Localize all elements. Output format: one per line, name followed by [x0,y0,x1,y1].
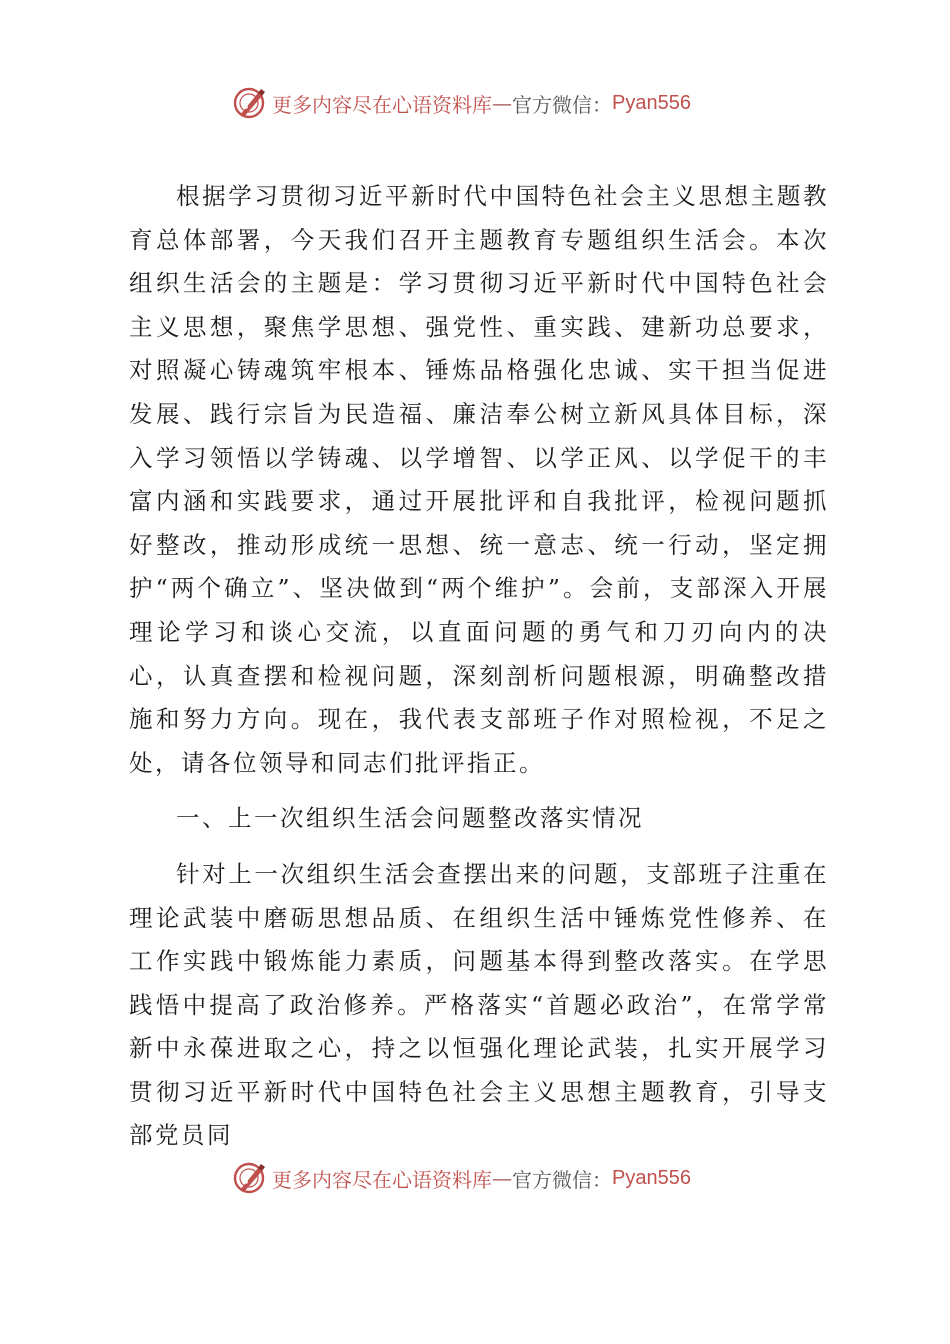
watermark-label: 官方微信： [512,1167,612,1192]
watermark-separator: — [492,91,512,115]
body-paragraph-2: 针对上一次组织生活会查摆出来的问题，支部班子注重在理论武装中磨砺思想品质、在组织生活中锤炼党性修养、在工作实践中锻炼能力素质，问题基本得到整改落实。在学思践悟中提高了政治修养。严格落实“首题必政治”，在常学常新中永葆进取之心，持之以恒强化理论武装，扎实开展学习贯彻习近平新时代中国特色社会主义思想主题教育，引导支部党员同 [129,859,829,1150]
watermark-wechat-id: Pyan556 [612,91,691,114]
body-paragraph-1: 根据学习贯彻习近平新时代中国特色社会主义思想主题教育总体部署，今天我们召开主题教育专题组织生活会。本次组织生活会的主题是：学习贯彻习近平新时代中国特色社会主义思想，聚焦学思想、强党性、重实践、建新功总要求，对照凝心铸魂筑牢根本、锤炼品格强化忠诚、实干担当促进发展、践行宗旨为民造福、廉洁奉公树立新风具体目标，深入学习领悟以学铸魂、以学增智、以学正风、以学促干的丰富内涵和实践要求，通过开展批评和自我批评，检视问题抓好整改，推动形成统一思想、统一意志、统一行动，坚定拥护“两个确立”、坚决做到“两个维护”。会前，支部深入开展理论学习和谈心交流，以直面问题的勇气和刀刃向内的决心，认真查摆和检视问题，深刻剖析问题根源，明确整改措施和努力方向。现在，我代表支部班子作对照检视，不足之处，请各位领导和同志们批评指正。 [129,182,829,777]
watermark-separator: — [492,1166,512,1190]
document-body [129,175,829,1158]
pen-logo-icon [232,1160,268,1196]
watermark-label: 官方微信： [512,92,612,117]
pen-logo-icon [232,85,268,121]
watermark-wechat-id: Pyan556 [612,1166,691,1189]
header-watermark [232,83,691,123]
watermark-site-text: 更多内容尽在心语资料库 [272,92,492,117]
footer-watermark [232,1158,691,1198]
watermark-site-text: 更多内容尽在心语资料库 [272,1167,492,1192]
section-heading-1: 一、上一次组织生活会问题整改落实情况 [176,804,644,833]
